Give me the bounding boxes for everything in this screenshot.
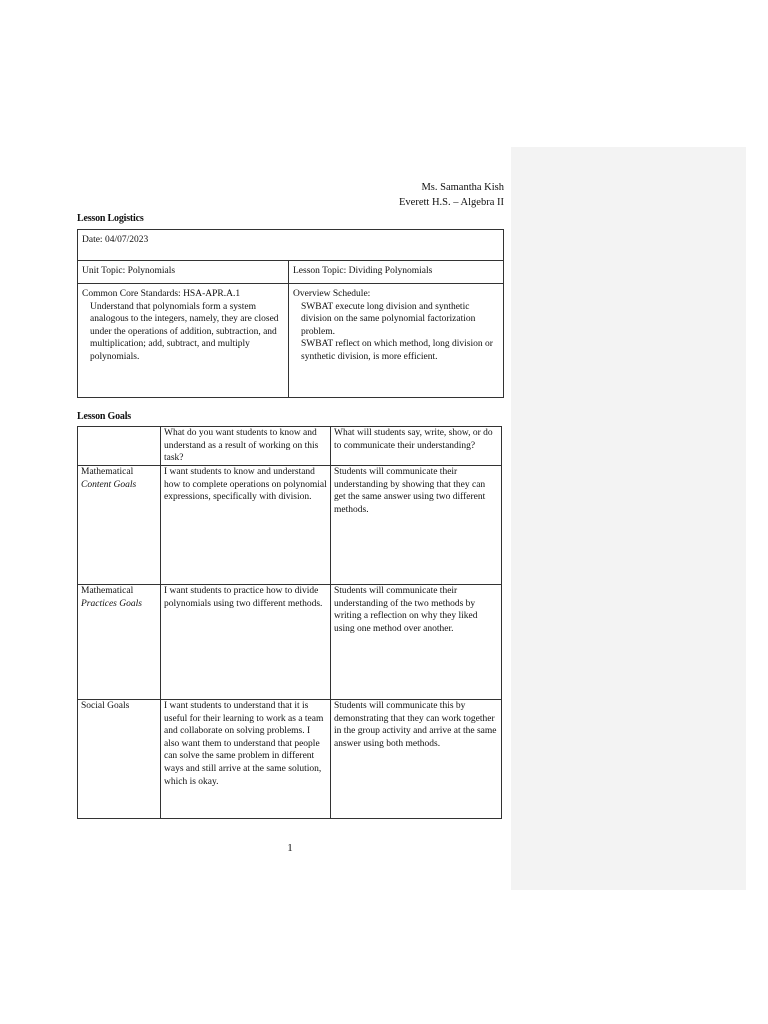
goal-label-line1: Mathematical: [81, 467, 134, 477]
goal-label-line1: Mathematical: [81, 586, 134, 596]
logistics-row-standards: [78, 284, 504, 398]
goal-label-line2: Content Goals: [81, 479, 137, 490]
overview-cell: [289, 284, 504, 398]
logistics-row-topics: [78, 261, 504, 284]
overview-item: SWBAT reflect on which method, long division or synthetic division, is more efficient.: [301, 339, 493, 362]
goals-header-communicate: What will students say, write, show, or do to communicate their understanding?: [331, 427, 502, 466]
goal-communicate-cell: Students will communicate their understanding of the two methods by writing a reflection on why they liked using one method over another.: [331, 585, 502, 700]
goals-row-content: [78, 466, 502, 585]
goal-label-cell: [78, 466, 161, 585]
lesson-goals-heading: Lesson Goals: [77, 411, 132, 422]
goals-row-social: [78, 700, 502, 819]
logistics-row-date: [78, 230, 504, 261]
goal-know-cell: I want students to know and understand how to complete operations on polynomial expressions, specifically with division.: [161, 466, 331, 585]
document-header: [300, 180, 504, 210]
lesson-topic-cell: Lesson Topic: Dividing Polynomials: [289, 261, 504, 284]
standards-cell: [78, 284, 289, 398]
goals-row-practices: [78, 585, 502, 700]
overview-label: Overview Schedule:: [293, 289, 371, 299]
overview-item: SWBAT execute long division and synthetic division on the same polynomial factorization problem.: [301, 301, 476, 337]
date-cell: Date: 04/07/2023: [78, 230, 504, 261]
teacher-name: Ms. Samantha Kish: [421, 182, 504, 193]
goal-label-cell: [78, 700, 161, 819]
goal-label-line1: Social Goals: [81, 701, 130, 711]
standards-label: Common Core Standards: HSA-APR.A.1: [82, 289, 241, 299]
goals-header-know: What do you want students to know and understand as a result of working on this task?: [161, 427, 331, 466]
goals-header-row: [78, 427, 502, 466]
school-course: Everett H.S. – Algebra II: [399, 197, 504, 208]
lesson-logistics-heading: Lesson Logistics: [77, 213, 144, 224]
goal-know-cell: I want students to practice how to divide polynomials using two different methods.: [161, 585, 331, 700]
goals-header-empty: [78, 427, 161, 466]
comment-pane: [511, 147, 746, 890]
goal-communicate-cell: Students will communicate this by demonstrating that they can work together in the group activity and arrive at the same answer using both methods.: [331, 700, 502, 819]
unit-topic-cell: Unit Topic: Polynomials: [78, 261, 289, 284]
page-number: 1: [287, 842, 293, 854]
standards-text: Understand that polynomials form a system analogous to the integers, namely, they are closed under the operations of addition, subtraction, and multiplication; add, subtract, and multiply polynomials.: [90, 301, 279, 362]
goal-know-cell: I want students to understand that it is useful for their learning to work as a team and collaborate on solving problems. I also want them to understand that people can solve the same problem in different ways and still arrive at the same solution, which is okay.: [161, 700, 331, 819]
goal-label-line2: Practices Goals: [81, 598, 142, 609]
goal-label-cell: [78, 585, 161, 700]
lesson-logistics-table: [77, 229, 504, 398]
goal-communicate-cell: Students will communicate their understanding by showing that they can get the same answer using two different methods.: [331, 466, 502, 585]
lesson-goals-table: [77, 426, 502, 819]
